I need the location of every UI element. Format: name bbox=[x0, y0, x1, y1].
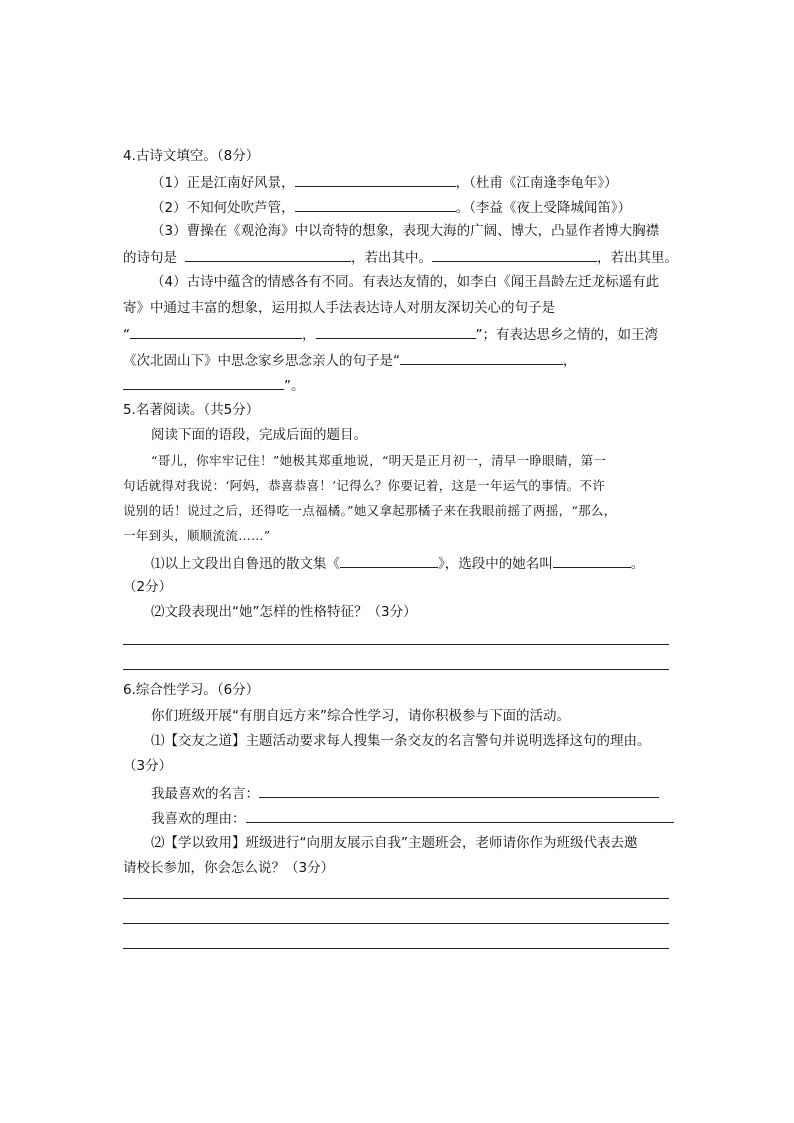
q4-item-4-tail: ”；有表达思乡之情的，如王湾 bbox=[475, 327, 658, 343]
q4-answer-blank-4a[interactable] bbox=[130, 323, 302, 339]
q4-item-2-prompt: （2）不知何处吹芦管， bbox=[151, 200, 295, 216]
q4-item-2-source: 。（李益《夜上受降城闻笛》） bbox=[455, 200, 632, 216]
q4-item-4-line4 bbox=[123, 349, 577, 371]
q4-comma-1: ， bbox=[302, 327, 316, 343]
q6-quote-row bbox=[151, 782, 659, 804]
q4-title: 4.古诗文填空。（8分） bbox=[123, 148, 260, 164]
q6-quote-blank[interactable] bbox=[259, 782, 659, 798]
q4-answer-blank-3b[interactable] bbox=[432, 246, 597, 262]
q6-quote-label: 我最喜欢的名言： bbox=[151, 786, 259, 802]
q5-sub2: ⑵文段表现出“她”怎样的性格特征？（3分） bbox=[151, 604, 417, 620]
q6-intro: 你们班级开展“有朋自远方来”综合性学习，请你积极参与下面的活动。 bbox=[151, 708, 570, 724]
q4-open-quote: “ bbox=[123, 327, 130, 343]
q5-sub1-score: （2分） bbox=[123, 579, 173, 595]
q5-answer-line-1[interactable] bbox=[123, 644, 669, 645]
q5-passage-line-2: 句话就得对我说：‘阿妈，恭喜恭喜！’记得么？你要记着，这是一年运气的事情。不许 bbox=[123, 478, 606, 493]
q6-sub2-line1: ⑵【学以致用】班级进行“向朋友展示自我”主题班会，老师请你作为班级代表去邀 bbox=[151, 835, 638, 851]
q4-answer-blank-1[interactable] bbox=[295, 171, 456, 187]
q6-sub2-line2: 请校长参加，你会怎么说？（3分） bbox=[123, 860, 335, 876]
q5-passage-line-3: 说别的话！说过之后，还得吃一点福橘。”她又拿起那橘子来在我眼前摇了两摇，“那么， bbox=[123, 503, 617, 518]
q6-answer-line-1[interactable] bbox=[123, 898, 669, 899]
q4-answer-blank-4d[interactable] bbox=[123, 374, 284, 390]
q4-item-4-line5 bbox=[123, 374, 305, 396]
q4-answer-blank-3a[interactable] bbox=[185, 246, 351, 262]
q4-item-1 bbox=[151, 171, 618, 193]
q4-answer-blank-4c[interactable] bbox=[400, 349, 563, 365]
q5-sub1-prompt: ⑴以上文段出自鲁迅的散文集《 bbox=[151, 556, 340, 572]
q4-answer-blank-2[interactable] bbox=[295, 196, 456, 212]
q6-title: 6.综合性学习。（6分） bbox=[123, 682, 260, 698]
q6-sub1-score: （3分） bbox=[123, 758, 173, 774]
q5-collection-blank[interactable] bbox=[340, 552, 438, 568]
q6-reason-blank[interactable] bbox=[246, 807, 674, 823]
q4-item-2 bbox=[151, 196, 631, 218]
q4-item-1-source: ，（杜甫《江南逢李龟年》） bbox=[455, 175, 618, 191]
q4-item-3-lead: 的诗句是 bbox=[123, 250, 177, 266]
q4-item-4-line3 bbox=[123, 323, 658, 345]
q5-passage-line-1: “哥儿，你牢牢记住！”她极其郑重地说，“明天是正月初一，清早一睁眼睛，第一 bbox=[151, 453, 607, 468]
q5-sub1 bbox=[151, 552, 644, 574]
q4-answer-blank-4b[interactable] bbox=[316, 323, 476, 339]
q5-sub1-end: 。 bbox=[630, 556, 645, 572]
q5-answer-line-2[interactable] bbox=[123, 669, 669, 670]
q4-item-3-mid: ，若出其中。 bbox=[351, 250, 432, 266]
q6-sub1-line1: ⑴【交友之道】主题活动要求每人搜集一条交友的名言警句并说明选择这句的理由。 bbox=[151, 733, 651, 749]
q6-answer-line-2[interactable] bbox=[123, 923, 669, 924]
q6-reason-row bbox=[151, 807, 674, 829]
q4-item-1-prompt: （1）正是江南好风景， bbox=[151, 175, 295, 191]
q4-item-3-line1: （3）曹操在《观沧海》中以奇特的想象，表现大海的广阔、博大，凸显作者博大胸襟 bbox=[151, 223, 660, 239]
q4-comma-2: ， bbox=[563, 353, 577, 369]
q4-close-quote: ”。 bbox=[284, 378, 305, 394]
q4-item-4-line2: 寄》中通过丰富的想象，运用拟人手法表达诗人对朋友深切关心的句子是 bbox=[123, 300, 555, 316]
q4-item-4-line1: （4）古诗中蕴含的情感各有不同。有表达友情的，如李白《闻王昌龄左迁龙标遥有此 bbox=[151, 274, 660, 290]
q5-intro: 阅读下面的语段，完成后面的题目。 bbox=[151, 427, 367, 443]
q4-item-3-end: ，若出其里。 bbox=[597, 250, 678, 266]
q5-passage-line-4: 一年到头，顺顺流流……” bbox=[123, 528, 271, 543]
q4-item-3-line2 bbox=[123, 246, 678, 268]
q5-sub1-mid: 》，选段中的她名叫 bbox=[438, 556, 553, 572]
q5-name-blank[interactable] bbox=[553, 552, 631, 568]
q6-reason-label: 我喜欢的理由： bbox=[151, 811, 246, 827]
q4-item-4-lead: 《次北固山下》中思念家乡思念亲人的句子是“ bbox=[123, 353, 400, 369]
q5-title: 5.名著阅读。（共5分） bbox=[123, 402, 260, 418]
q6-answer-line-3[interactable] bbox=[123, 948, 669, 949]
